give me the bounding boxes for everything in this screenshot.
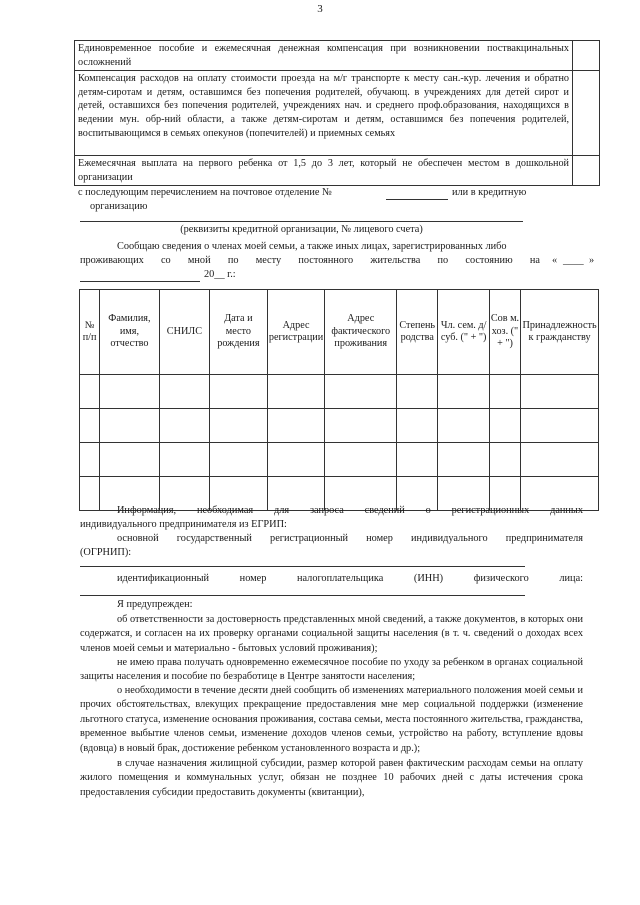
post-office-number-field[interactable] xyxy=(386,199,448,200)
benefit-text: Единовременное пособие и ежемесячная денежная компенсация при возникновении поствакцинальных осложнений xyxy=(75,41,573,71)
warning-item: не имею права получать одновременно ежемесячное пособие по уходу за ребенком в органах социальной защиты населения и пособие по безработице в Центре занятости населения; xyxy=(80,657,583,683)
ogrnip-field[interactable] xyxy=(80,566,525,567)
date-year-field: 20__ г.: xyxy=(204,269,236,280)
col-header-household: Сов м. хоз. (" + ") xyxy=(489,290,520,375)
family-members-table xyxy=(79,289,599,511)
date-month-field[interactable] xyxy=(80,281,200,282)
warning-item: об ответственности за достоверность представленных мной сведений, а также документов, в которых они содержатся, и согласен на их проверку органами социальной защиты населения (в т. ч. сведений о доходах всех членов моей семьи и материально - бытовых условий проживания); xyxy=(80,614,583,654)
requisites-field[interactable] xyxy=(80,221,523,222)
benefits-table xyxy=(74,40,600,186)
egrip-line2: индивидуального предпринимателя из ЕГРИП: xyxy=(80,519,287,530)
table-row xyxy=(80,409,599,443)
egrip-line4: (ОГРНИП): xyxy=(80,547,132,558)
benefit-text: Ежемесячная выплата на первого ребенка от 1,5 до 3 лет, который не обеспечен местом в дошкольной организации xyxy=(75,156,573,186)
col-header-relation: Степень родства xyxy=(397,290,438,375)
family-intro-line2: проживающих со мной по месту постоянного жительства по состоянию на xyxy=(80,255,540,266)
warning-item: в случае назначения жилищной субсидии, размер которой равен фактическим расходам семьи на оплату жилого помещения и коммунальных услуг, обязан не позднее 10 рабочих дней с даты истечения срока предоставления субсидии предоставить документы (квитанции), xyxy=(80,758,583,798)
warnings-heading: Я предупрежден: xyxy=(117,599,193,610)
col-header-name: Фамилия, имя, отчество xyxy=(100,290,160,375)
benefit-row xyxy=(75,41,600,71)
quote-open: « xyxy=(552,255,558,266)
egrip-line3: основной государственный регистрационный номер индивидуального предпринимателя xyxy=(117,533,583,544)
col-header-citizenship: Принадлежность к гражданству xyxy=(521,290,599,375)
benefit-row xyxy=(75,156,600,186)
col-header-registration: Адрес регистрации xyxy=(267,290,325,375)
benefit-checkbox[interactable] xyxy=(573,156,600,186)
quote-close: » xyxy=(589,255,595,266)
warning-item: о необходимости в течение десяти дней сообщить об изменениях материального положения моей семьи и прочих обстоятельствах, влекущих прекращение предоставления мне мер социальной поддержки (изменение льготного статуса, изменение основания проживания, состава семьи, места постоянного жительства, гражданства, временное выбытие членов семьи, изменение доходов членов семьи, устройство на работу, вступление вдовы (вдовца) в новый брак, достижение ребенком установленного возраста и др.); xyxy=(80,685,583,754)
col-header-snils: СНИЛС xyxy=(159,290,209,375)
table-header-row xyxy=(80,290,599,375)
table-row xyxy=(80,375,599,409)
benefit-checkbox[interactable] xyxy=(573,41,600,71)
benefit-row xyxy=(75,71,600,156)
transfer-line-prefix: с последующим перечислением на почтовое отделение № xyxy=(78,187,332,198)
requisites-caption: (реквизиты кредитной организации, № лицевого счета) xyxy=(180,224,423,235)
col-header-family-member: Чл. сем. д/суб. (" + ") xyxy=(438,290,489,375)
transfer-line-suffix: или в кредитную xyxy=(452,187,527,198)
transfer-line2: организацию xyxy=(90,201,148,212)
table-row xyxy=(80,443,599,477)
date-day-field[interactable]: ____ xyxy=(563,255,584,266)
family-intro-line1: Сообщаю сведения о членах моей семьи, а также иных лицах, зарегистрированных либо xyxy=(117,241,507,252)
benefit-text: Компенсация расходов на оплату стоимости проезда на м/г транспорте к месту сан.-кур. лечения и обратно детям-сиротам и детям, оставшимся без попечения родителей, обучающ. в учреждениях для детей сирот и детей, оставшихся без попечения родителей, учреждениях нач. и среднего проф.образования, находящихся в ведении мун. обр-ний области, а также детям-сиротам и детям, оставшимся без попечения родителей, воспитывающимся в семьях опекунов (попечителей) и приемных семьях xyxy=(75,71,573,156)
inn-field[interactable] xyxy=(80,595,525,596)
col-header-number: № п/п xyxy=(80,290,100,375)
egrip-line1: Информация, необходимая для запроса сведений о регистрационных данных xyxy=(117,505,583,516)
page-number: 3 xyxy=(317,3,323,15)
col-header-birth: Дата и место рождения xyxy=(210,290,268,375)
inn-label: идентификационный номер налогоплательщика (ИНН) физического лица: xyxy=(117,573,583,584)
col-header-actual-address: Адрес фактического проживания xyxy=(325,290,397,375)
benefit-checkbox[interactable] xyxy=(573,71,600,156)
